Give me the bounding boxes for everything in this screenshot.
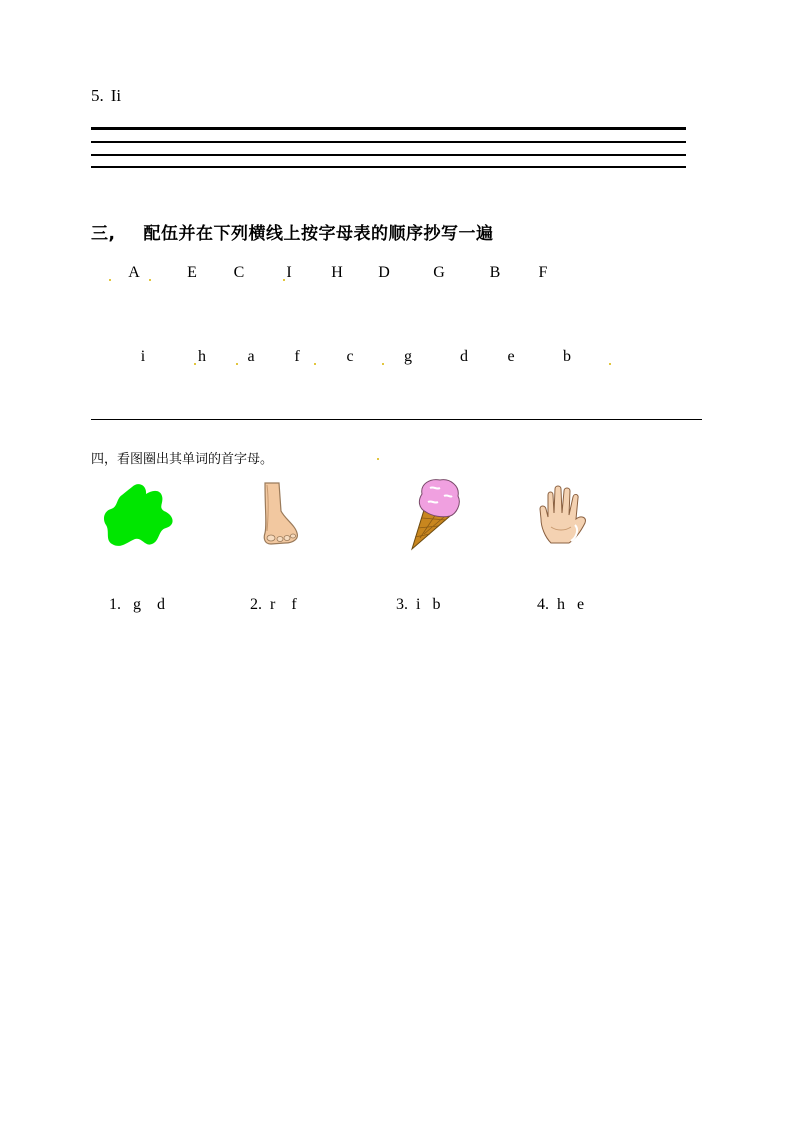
green-blob-icon [102,481,180,549]
picture-3-options [396,596,440,614]
uppercase-letter: B [489,264,501,281]
writing-line-3 [91,154,686,156]
option-letter[interactable]: h [557,596,565,613]
foot-icon [255,481,303,547]
marker-dot [109,279,111,281]
hand-icon [537,483,591,545]
section-4-heading: 四，看图圈出其单词的首字母。 [91,452,274,467]
lowercase-letter: i [140,348,146,365]
option-number: 2. [250,596,262,613]
lowercase-letter: d [460,348,468,365]
option-letter[interactable]: b [432,596,441,613]
lowercase-letter: f [294,348,300,365]
option-letter[interactable]: i [416,596,421,613]
marker-dot [283,279,285,281]
section-divider [91,419,702,420]
uppercase-letter: E [187,264,197,281]
uppercase-letter: A [128,264,140,281]
item-letters: Ii [110,86,122,105]
section-3-number: 三, [91,224,116,244]
picture-1-options [109,596,165,614]
uppercase-letter: F [538,264,548,281]
uppercase-letter: H [331,264,343,281]
option-number: 4. [537,596,549,613]
exercise-item-5 [91,86,121,106]
marker-dot [236,363,238,365]
ice-cream-icon [406,476,466,551]
marker-dot [194,363,196,365]
option-number: 3. [396,596,408,613]
option-letter[interactable]: e [577,596,585,613]
uppercase-letter: I [286,264,292,281]
marker-dot [609,363,611,365]
section-3-heading [91,219,493,244]
item-number: 5. [91,86,104,105]
uppercase-letter: D [378,264,390,281]
option-letter[interactable]: f [291,596,297,613]
lowercase-letter: c [346,348,354,365]
lowercase-letter: a [247,348,255,365]
marker-dot [377,458,379,460]
picture-4-options [537,596,584,614]
uppercase-letter: C [233,264,245,281]
uppercase-letter: G [433,264,445,281]
marker-dot [149,279,151,281]
lowercase-letter: e [507,348,515,365]
writing-line-bottom [91,166,686,168]
writing-line-top [91,127,686,130]
section-3-instruction: 配伍并在下列横线上按字母表的顺序抄写一遍 [143,224,494,244]
option-letter[interactable]: g [133,596,141,613]
lowercase-letter: h [198,348,206,365]
option-letter[interactable]: r [270,596,276,613]
lowercase-letter: b [563,348,571,365]
option-number: 1. [109,596,121,613]
option-letter[interactable]: d [157,596,165,613]
lowercase-letter: g [404,348,412,365]
picture-2-options [250,596,297,614]
writing-line-2 [91,141,686,143]
marker-dot [314,363,316,365]
marker-dot [382,363,384,365]
